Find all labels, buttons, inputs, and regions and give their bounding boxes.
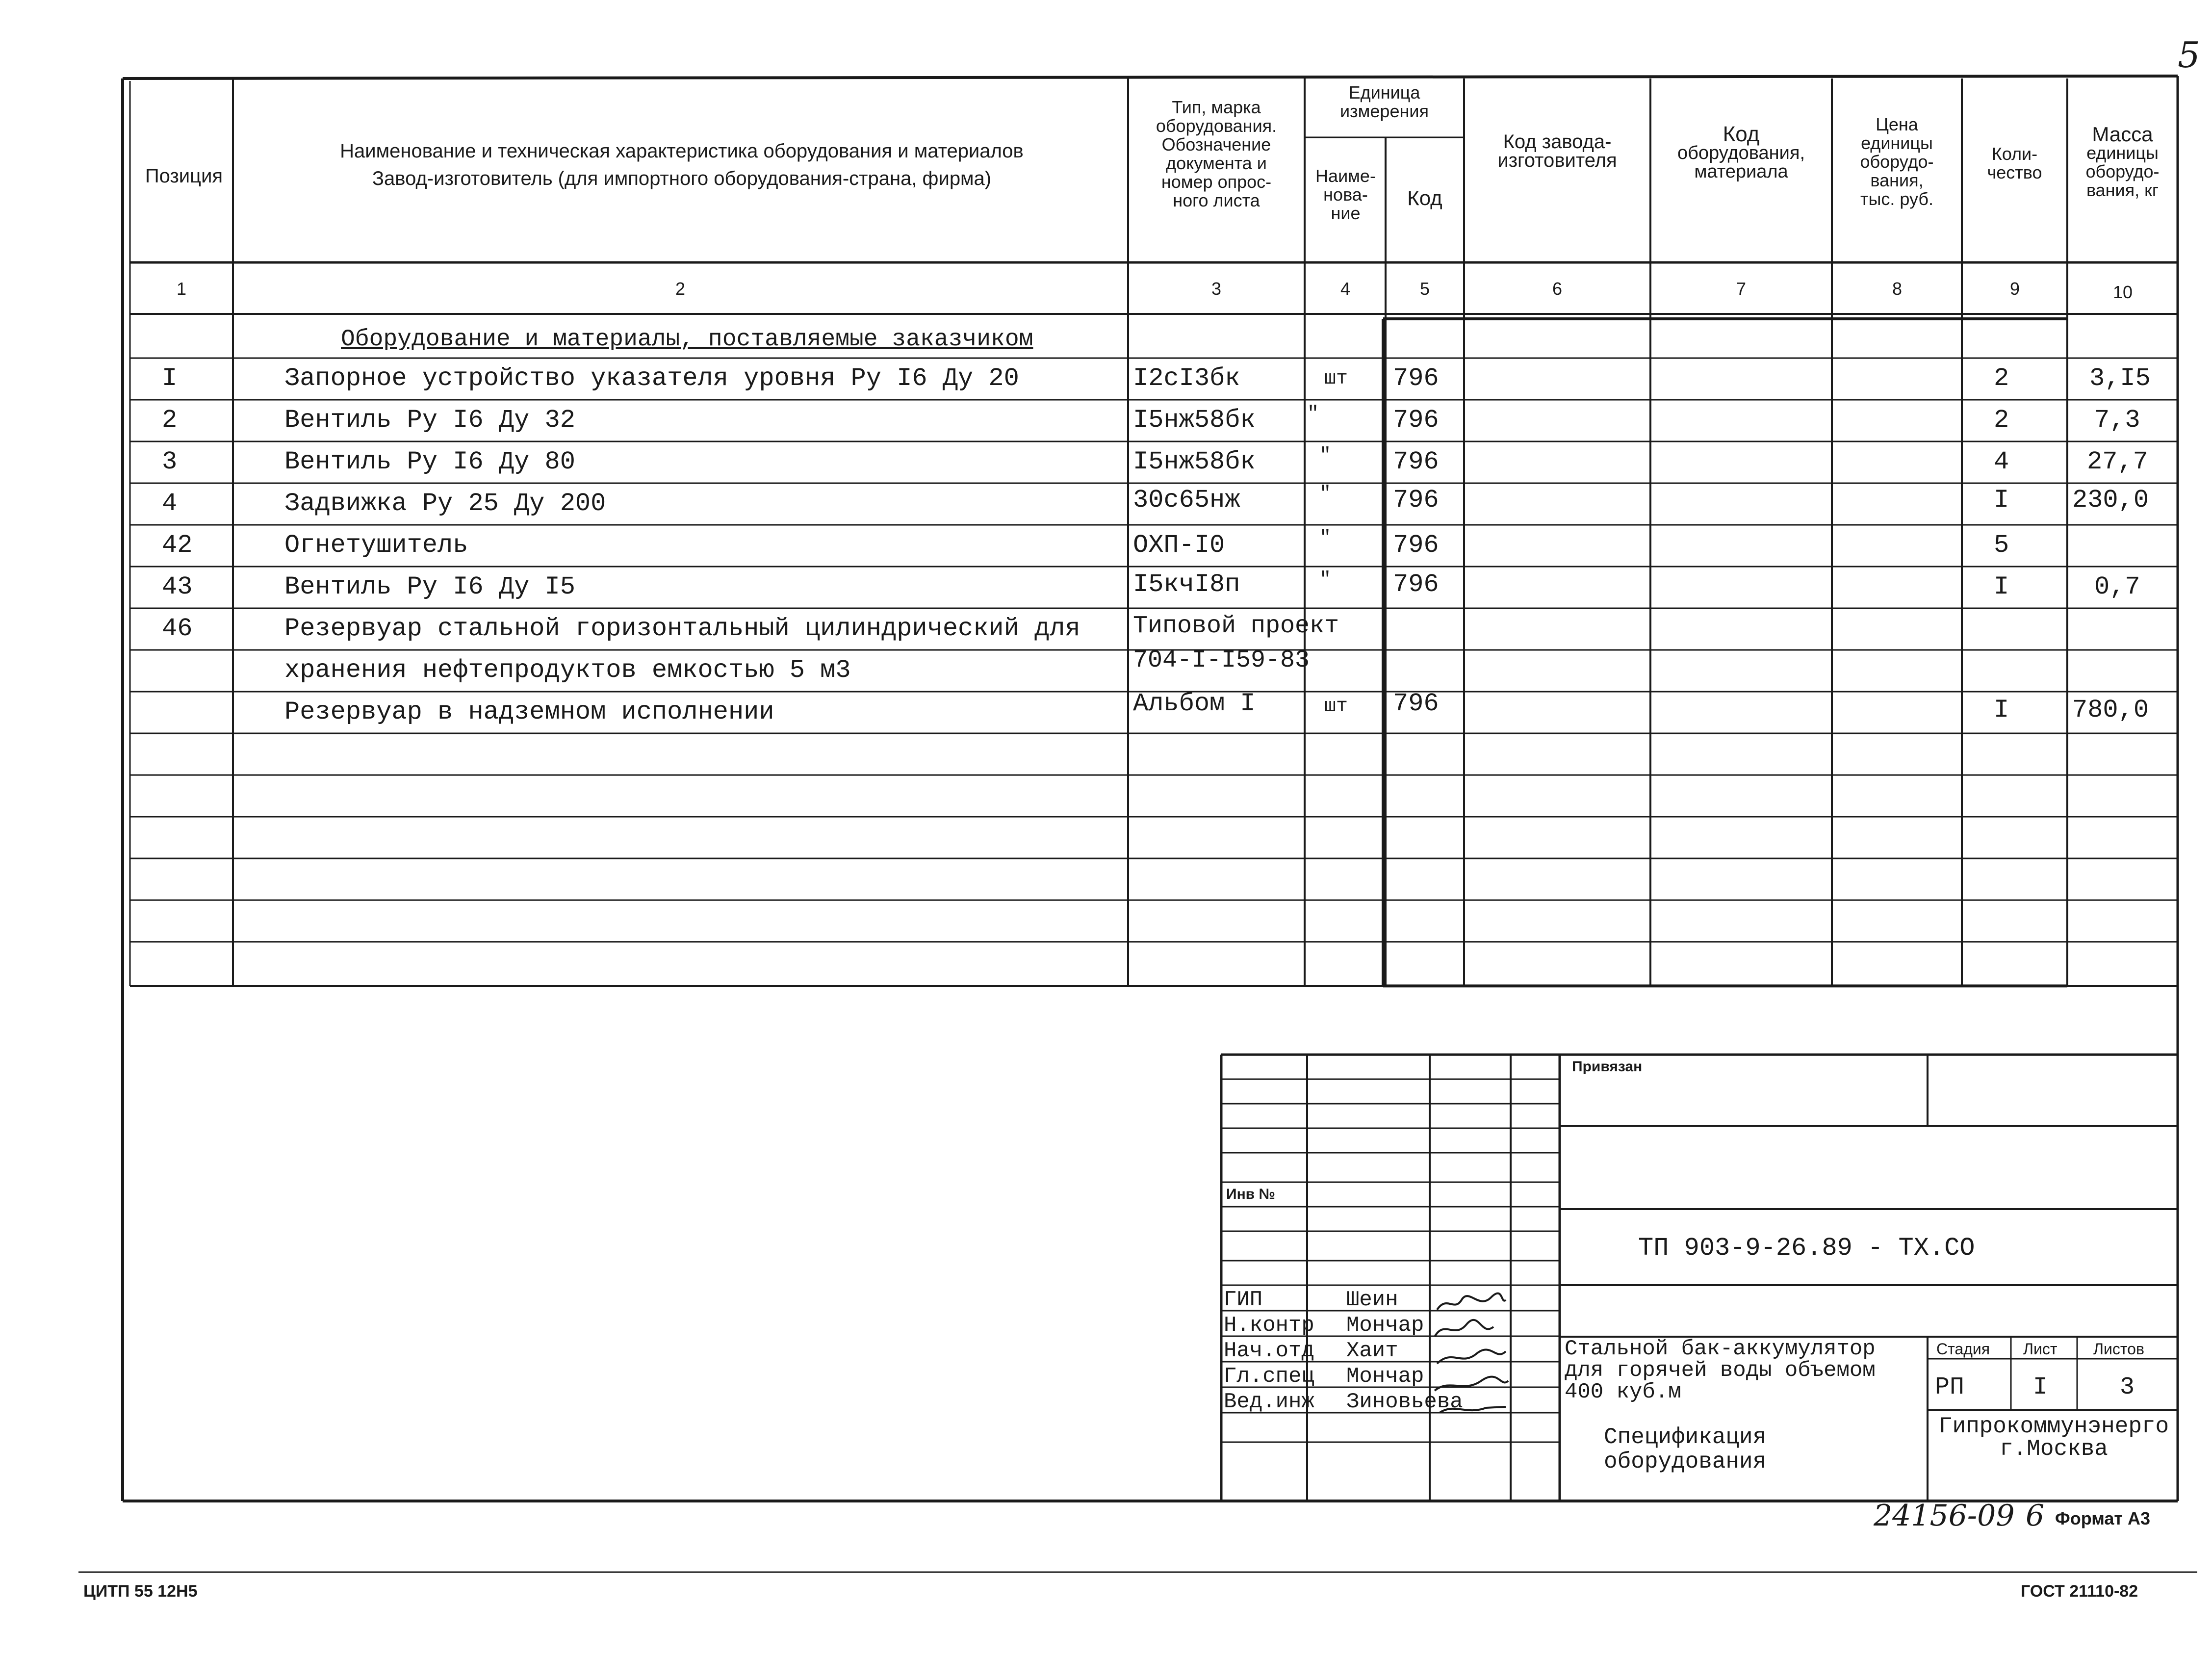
- header-unit-group: [1305, 83, 1464, 121]
- row-position: 2: [162, 406, 178, 435]
- row-name: Запорное устройство указателя уровня Ру I6 Ду 20: [284, 364, 1019, 393]
- column-number: 4: [1340, 279, 1351, 299]
- title-block-inv-no: Инв №: [1226, 1186, 1275, 1202]
- header-unit-name-line1: Наиме-: [1315, 166, 1376, 186]
- row-code: 796: [1393, 406, 1439, 435]
- header-mass-line3: оборудо-: [2085, 161, 2160, 181]
- archive-number: 24156-09: [1874, 1499, 2015, 1533]
- row-quantity: 5: [1994, 531, 2009, 560]
- row-quantity: 2: [1994, 364, 2009, 393]
- header-unit-name-line2: нова-: [1323, 184, 1368, 205]
- role-name: Шеин: [1346, 1288, 1398, 1312]
- row-quantity: 2: [1994, 406, 2009, 435]
- row-type: I5нж58бк: [1133, 447, 1256, 476]
- header-quantity-line2: чество: [1987, 162, 2042, 182]
- stage-value: РП: [1935, 1373, 1965, 1401]
- row-mass: 230,0: [2072, 486, 2149, 515]
- row-unit: ": [1319, 483, 1332, 505]
- row-unit: ": [1319, 527, 1332, 549]
- sheet-value: I: [2033, 1373, 2048, 1401]
- header-mass-line4: вания, кг: [2086, 180, 2159, 200]
- stage-label: Стадия: [1936, 1340, 1990, 1358]
- row-position: I: [162, 364, 178, 393]
- header-type-line5: номер опрос-: [1161, 172, 1272, 192]
- row-mass: 27,7: [2087, 447, 2148, 476]
- role-label: Гл.спец: [1224, 1364, 1314, 1389]
- header-type-line1: Тип, марка: [1172, 97, 1261, 117]
- document-name: [1604, 1425, 1766, 1474]
- role-label: ГИП: [1224, 1288, 1263, 1312]
- section-title: Оборудование и материалы, поставляемые заказчиком: [341, 326, 1033, 353]
- header-type-line6: ного листа: [1173, 190, 1260, 210]
- row-code: 796: [1393, 364, 1439, 393]
- role-name: Зиновьева: [1346, 1390, 1463, 1414]
- role-name: Хаит: [1346, 1339, 1398, 1363]
- role-name: Мончар: [1346, 1364, 1424, 1389]
- row-code: 796: [1393, 447, 1439, 476]
- header-plant-code: [1464, 132, 1650, 170]
- role-name: Мончар: [1346, 1313, 1424, 1338]
- header-price-line1: Цена: [1876, 114, 1918, 134]
- row-mass: 780,0: [2072, 696, 2149, 724]
- row-type: Типовой проект: [1133, 612, 1339, 640]
- organization-line1: Гипрокоммунэнерго: [1938, 1414, 2169, 1439]
- column-number: 9: [2009, 279, 2020, 299]
- document-name-line2: оборудования: [1604, 1449, 1767, 1475]
- header-plant-code-line2: изготовителя: [1497, 150, 1617, 171]
- header-equipment-code: [1650, 122, 1832, 182]
- header-mass: [2067, 125, 2178, 200]
- row-name: Резервуар стальной горизонтальный цилиндрический для: [284, 614, 1080, 643]
- object-title-line1: Стальной бак-аккумулятор: [1565, 1337, 1876, 1361]
- header-unit-name: [1306, 167, 1386, 223]
- row-quantity: I: [1994, 572, 2009, 601]
- row-code: 796: [1393, 689, 1439, 718]
- row-position: 3: [162, 447, 178, 476]
- document-designation: ТП 903-9-26.89 - ТХ.СО: [1638, 1234, 1975, 1263]
- row-unit: ": [1319, 569, 1332, 591]
- sheets-value: 3: [2120, 1373, 2135, 1401]
- row-name: Вентиль Ру I6 Ду I5: [284, 572, 575, 601]
- column-number: 3: [1211, 279, 1222, 299]
- row-code: 796: [1393, 486, 1439, 515]
- header-mass-line1: Масса: [2092, 123, 2153, 146]
- object-title-line2: для горячей воды объемом: [1565, 1358, 1876, 1383]
- column-number: 5: [1419, 279, 1430, 299]
- row-name: Задвижка Ру 25 Ду 200: [284, 489, 606, 518]
- header-price: [1832, 115, 1962, 208]
- row-type: 704-I-I59-83: [1133, 647, 1310, 674]
- row-unit: шт: [1324, 368, 1348, 390]
- organization: [1930, 1415, 2178, 1460]
- row-type: I2сI3бк: [1133, 364, 1240, 393]
- header-unit-group-line1: Единица: [1348, 82, 1420, 103]
- header-type: [1128, 98, 1305, 210]
- object-title-line3: 400 куб.м: [1565, 1380, 1681, 1404]
- header-price-line4: вания,: [1870, 170, 1924, 190]
- row-unit: шт: [1324, 696, 1348, 718]
- role-label: Н.контр: [1224, 1313, 1314, 1338]
- row-code: 796: [1393, 531, 1439, 560]
- row-position: 42: [162, 531, 193, 560]
- header-mass-line2: единицы: [2086, 143, 2159, 163]
- page-number: 5: [2178, 34, 2200, 76]
- header-price-line2: единицы: [1861, 133, 1933, 153]
- header-type-line3: Обозначение: [1161, 134, 1271, 155]
- header-quantity: [1962, 145, 2067, 182]
- header-type-line4: документа и: [1166, 153, 1267, 173]
- header-position: Позиция: [145, 165, 223, 187]
- row-type: 30с65нж: [1133, 486, 1240, 515]
- row-position: 46: [162, 614, 193, 643]
- signatures-image: [1432, 1290, 1511, 1423]
- column-number: 10: [2112, 282, 2133, 302]
- header-equipment-code-line2: оборудования,: [1677, 143, 1805, 163]
- row-type: I5кчI8п: [1133, 570, 1240, 599]
- header-unit-group-line2: измерения: [1340, 101, 1429, 121]
- row-name: Огнетушитель: [284, 531, 468, 560]
- row-quantity: I: [1994, 486, 2009, 515]
- row-type: ОХП-I0: [1133, 531, 1225, 560]
- header-name: [235, 137, 1128, 192]
- row-type: Альбом I: [1133, 689, 1256, 718]
- row-position: 4: [162, 489, 178, 518]
- row-name: Вентиль Ру I6 Ду 32: [284, 406, 575, 435]
- column-number: 6: [1552, 279, 1563, 299]
- row-name: Резервуар в надземном исполнении: [284, 698, 774, 726]
- row-type: I5нж58бк: [1133, 406, 1256, 435]
- row-quantity: I: [1994, 696, 2009, 724]
- header-unit-code: Код: [1407, 186, 1442, 209]
- sheet-label: Лист: [2023, 1340, 2058, 1358]
- row-unit: ": [1307, 403, 1319, 425]
- organization-line2: г.Москва: [2000, 1436, 2108, 1462]
- role-label: Нач.отд: [1224, 1339, 1314, 1363]
- row-code: 796: [1393, 570, 1439, 599]
- header-quantity-line1: Коли-: [1991, 144, 2038, 164]
- column-number: 7: [1736, 279, 1747, 299]
- column-number: 8: [1892, 279, 1903, 299]
- header-equipment-code-line1: Код: [1723, 122, 1760, 146]
- document-name-line1: Спецификация: [1604, 1424, 1767, 1450]
- row-name: хранения нефтепродуктов емкостью 5 м3: [284, 656, 851, 685]
- row-unit: ": [1319, 445, 1332, 467]
- header-type-line2: оборудования.: [1156, 116, 1277, 136]
- column-number: 2: [675, 279, 686, 299]
- column-number: 1: [176, 279, 187, 299]
- header-name-line2: Завод-изготовитель (для импортного оборудования-страна, фирма): [372, 168, 992, 189]
- archive-sheet: 6: [2026, 1499, 2045, 1533]
- header-price-line5: тыс. руб.: [1860, 189, 1933, 209]
- row-position: 43: [162, 572, 193, 601]
- footer-left: ЦИТП 55 12Н5: [83, 1582, 198, 1601]
- header-price-line3: оборудо-: [1860, 152, 1934, 172]
- row-mass: 3,I5: [2089, 364, 2151, 393]
- header-name-line1: Наименование и техническая характеристика оборудования и материалов: [340, 140, 1024, 162]
- row-mass: 0,7: [2094, 572, 2140, 601]
- row-name: Вентиль Ру I6 Ду 80: [284, 447, 575, 476]
- header-unit-name-line3: ние: [1331, 203, 1361, 223]
- row-quantity: 4: [1994, 447, 2009, 476]
- object-title: [1565, 1338, 1876, 1403]
- title-block-privyazan: Привязан: [1572, 1059, 1643, 1075]
- footer-right: ГОСТ 21110-82: [2021, 1582, 2138, 1601]
- format-label: Формат А3: [2055, 1508, 2151, 1528]
- row-mass: 7,3: [2094, 406, 2140, 435]
- sheets-label: Листов: [2093, 1340, 2144, 1358]
- header-plant-code-line1: Код завода-: [1503, 131, 1612, 153]
- header-equipment-code-line3: материала: [1694, 161, 1788, 182]
- role-label: Вед.инж: [1224, 1390, 1314, 1414]
